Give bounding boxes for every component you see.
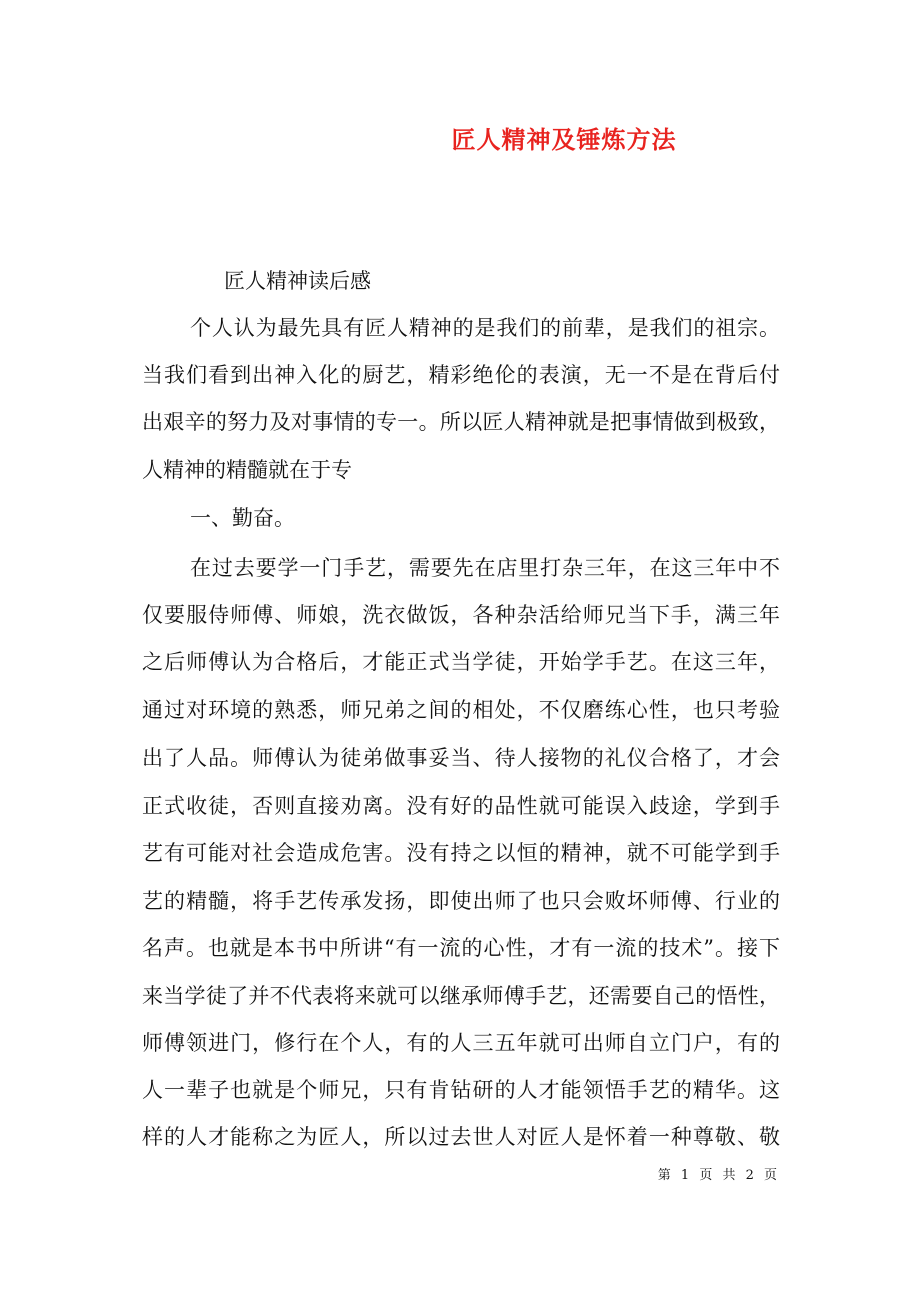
paragraph-line: 人一辈子也就是个师兄，只有肯钻研的人才能领悟手艺的精华。这 [142, 1078, 780, 1102]
paragraph-line: 出了人品。师傅认为徒弟做事妥当、待人接物的礼仪合格了，才会 [142, 746, 780, 770]
paragraph-line: 之后师傅认为合格后，才能正式当学徒，开始学手艺。在这三年， [142, 650, 780, 674]
paragraph-line: 师傅领进门，修行在个人，有的人三五年就可出师自立门户，有的 [142, 1031, 780, 1055]
paragraph-line: 出艰辛的努力及对事情的专一。所以匠人精神就是把事情做到极致， [142, 410, 780, 434]
paragraph-line: 人精神的精髓就在于专 [142, 458, 352, 482]
paragraph-line: 个人认为最先具有匠人精神的是我们的前辈，是我们的祖宗。 [190, 316, 780, 340]
paragraph-line: 仅要服侍师傅、师娘，洗衣做饭，各种杂活给师兄当下手，满三年 [142, 603, 780, 627]
list-heading: 一、勤奋。 [190, 506, 295, 530]
paragraph-line: 通过对环境的熟悉，师兄弟之间的相处，不仅磨练心性，也只考验 [142, 698, 780, 722]
paragraph-line: 样的人才能称之为匠人，所以过去世人对匠人是怀着一种尊敬、敬 [142, 1125, 780, 1149]
paragraph-line: 艺有可能对社会造成危害。没有持之以恒的精神，就不可能学到手 [142, 841, 780, 865]
page-number: 第 1 页 共 2 页 [657, 1168, 780, 1183]
paragraph-line: 来当学徒了并不代表将来就可以继承师傅手艺，还需要自己的悟性， [142, 984, 780, 1008]
paragraph-line: 当我们看到出神入化的厨艺，精彩绝伦的表演，无一不是在背后付 [142, 363, 780, 387]
section-heading: 匠人精神读后感 [224, 269, 371, 293]
paragraph-line: 正式收徒，否则直接劝离。没有好的品性就可能误入歧途，学到手 [142, 794, 780, 818]
document-title: 匠人精神及锤炼方法 [451, 125, 677, 154]
paragraph-line: 名声。也就是本书中所讲“有一流的心性，才有一流的技术”。接下 [142, 936, 780, 960]
paragraph-line: 在过去要学一门手艺，需要先在店里打杂三年，在这三年中不 [190, 556, 780, 580]
paragraph-line: 艺的精髓，将手艺传承发扬，即使出师了也只会败坏师傅、行业的 [142, 889, 780, 913]
